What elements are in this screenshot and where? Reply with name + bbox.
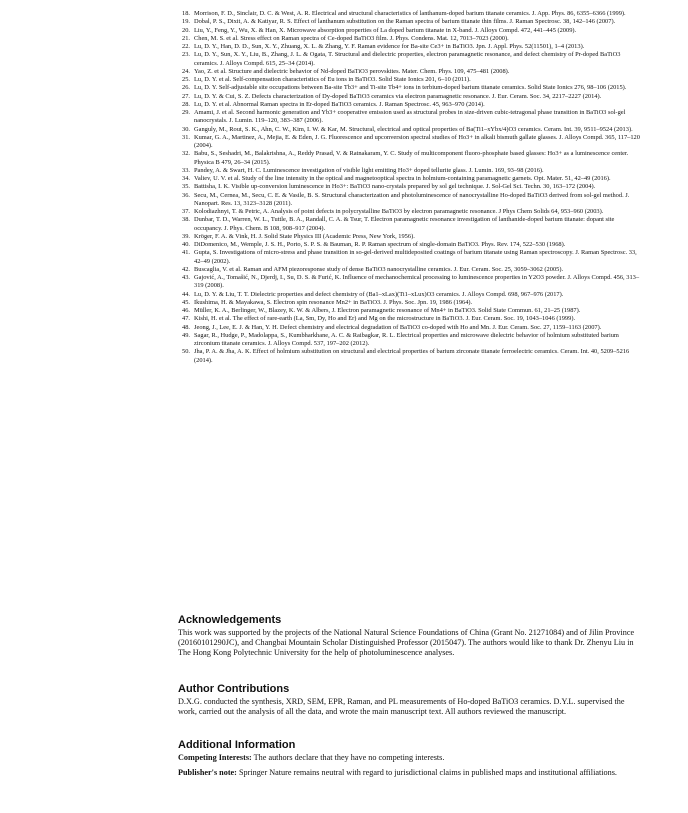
reference-item: [178, 183, 644, 191]
reference-item: [178, 35, 644, 43]
reference-text: Ikushima, H. & Mayakawa, S. Electron spin resonance Mn2+ in BaTiO3. J. Phys. Soc. Jpn. 19, 1986 (1964).: [194, 298, 473, 306]
reference-number: 42.: [182, 265, 190, 273]
reference-item: [178, 51, 644, 68]
reference-text: Gupta, S. Investigations of micro-stress and phase transition in so-gel-derived multideposited coatings of barium titanate using Raman spectroscopy. J. Raman Spectrosc. 33, 42–49 (2002).: [194, 249, 637, 265]
reference-text: Müller, K. A., Berlinger, W., Blazey, K. W. & Albers, J. Electron paramagnetic resonance of Mn4+ in BaTiO3. Solid State Commun. 61, 21–25 (1987).: [194, 307, 581, 314]
reference-item: [178, 266, 644, 274]
reference-text: Lu, D. Y. & Liu, T. T. Dielectric properties and defect chemistry of (Ba1–xLax)(Ti1–xLux)O3 ceramics. J. Alloys Compd. 698, 967–976 (2017).: [194, 290, 564, 298]
reference-text: Lu, D. Y., Han, D. D., Sun, X. Y., Zhuang, X. L. & Zhang, Y. F. Raman evidence for Ba-site Ce3+ in BaTiO3. Jpn. J. Appl. Phys. 52(11501), 1–4 (2013).: [194, 43, 585, 50]
reference-item: [178, 241, 644, 249]
reference-text: Gajović, A., Tomašić, N., Djerdj, I., Su, D. S. & Furić, K. Influence of mechanochemical processing to luminescence properties in Y2O3 powder. J. Alloys Compd. 456, 313–319 (2008).: [194, 274, 640, 290]
reference-number: 40.: [182, 241, 190, 248]
reference-number: 50.: [182, 348, 190, 356]
reference-text: Kolodiazhnyi, T. & Petric, A. Analysis of point defects in polycrystalline BaTiO3 by electron paramagnetic resonance. J Phys Chem Solids 64, 953–960 (2003).: [194, 208, 604, 215]
reference-number: 32.: [182, 150, 190, 158]
reference-item: [178, 93, 644, 101]
reference-text: Pandey, A. & Swart, H. C. Luminescence investigation of visible light emitting Ho3+ doped tellurite glass. J. Lumin. 169, 93–98 (2016).: [194, 166, 544, 174]
reference-number: 26.: [182, 84, 190, 92]
reference-number: 41.: [182, 249, 190, 257]
reference-text: Dobal, P. S., Dixit, A. & Katiyar, R. S. Effect of lanthanum substitution on the Raman spectra of barium titanate thin films. J. Raman Spectrosc. 38, 142–146 (2007).: [194, 18, 616, 26]
reference-number: 46.: [182, 307, 190, 314]
reference-item: [178, 84, 644, 92]
reference-text: Kumar, G. A., Martinez, A., Mejia, E. & Eden, J. G. Fluorescence and upconversion spectral studies of Ho3+ in alkali bismuth gallate glasses. J. Alloys Compd. 365, 117–120 (2004).: [194, 133, 640, 149]
reference-item: [178, 134, 644, 151]
reference-item: [178, 27, 644, 35]
reference-item: [178, 68, 644, 76]
reference-item: [178, 109, 644, 126]
reference-item: [178, 324, 644, 332]
reference-number: 39.: [182, 232, 190, 240]
reference-item: [178, 249, 644, 266]
reference-text: Jha, P. A. & Jha, A. K. Effect of holmium substitution on structural and electrical properties of barium zirconate titanate ferroelectric ceramics. Ceram. Int. 40, 5209–5216 (2014).: [194, 348, 630, 364]
reference-item: [178, 175, 644, 183]
reference-item: [178, 150, 644, 167]
reference-number: 28.: [182, 100, 190, 108]
reference-number: 22.: [182, 43, 190, 50]
reference-number: 35.: [182, 183, 190, 191]
competing-interests-text: The authors declare that they have no competing interests.: [253, 753, 445, 762]
acknowledgements-heading: Acknowledgements: [178, 614, 282, 626]
reference-number: 47.: [182, 315, 190, 323]
reference-number: 44.: [182, 290, 190, 298]
reference-number: 24.: [182, 67, 190, 75]
reference-number: 18.: [182, 10, 190, 17]
reference-number: 48.: [182, 323, 190, 331]
reference-text: Babu, S., Seshadri, M., Balakrishna, A., Reddy Prasad, V. & Ratnakaram, Y. C. Study of multicomponent fluoro-phosphate based glasses: Ho3+ as a luminescence center. Physica B 479, 26–34 (2015).: [194, 150, 629, 166]
reference-item: [178, 192, 644, 209]
reference-number: 33.: [182, 166, 190, 174]
reference-number: 30.: [182, 125, 190, 133]
reference-text: Lu, D. Y., Sun, X. Y., Liu, B., Zhang, J. L. & Ogata, T. Structural and dielectric properties, electron paramagnetic resonance, and defect chemistry of Pr-doped BaTiO3 ceramics. J. Alloys Compd. 615, 25–34 (2014).: [194, 51, 621, 67]
reference-item: [178, 167, 644, 175]
reference-number: 27.: [182, 92, 190, 100]
reference-item: [178, 18, 644, 26]
publishers-note-label: Publisher's note:: [178, 768, 237, 777]
reference-text: Valiev, U. V. et al. Study of the line intensity in the optical and magnetooptical spectra in holmium-containing paramagnetic garnets. Opt. Mater. 51, 42–49 (2016).: [194, 175, 611, 182]
reference-number: 31.: [182, 133, 190, 141]
reference-number: 19.: [182, 18, 190, 26]
reference-item: [178, 307, 644, 315]
reference-text: Buscaglia, V. et al. Raman and AFM piezoresponse study of dense BaTiO3 nanocrystalline ceramics. J. Eur. Ceram. Soc. 25, 3059–3062 (2005).: [194, 265, 564, 273]
reference-text: Liu, Y., Feng, Y., Wu, X. & Han, X. Microwave absorption properties of La doped barium titanate in X-band. J. Alloys Compd. 472, 441–445 (2009).: [194, 26, 577, 34]
reference-text: Secu, M., Cernea, M., Secu, C. E. & Vasile, B. S. Structural characterization and photoluminescence of nanocrystalline Ho-doped BaTiO3 derived from sol-gel method. J. Nanopart. Res. 13, 3123–3128 (2011).: [194, 191, 630, 207]
reference-text: Ganguly, M., Rout, S. K., Ahn, C. W., Kim, I. W. & Kar, M. Structural, electrical and optical properties of Ba(Ti1–xYbx/4)O3 ceramics. Ceram. Int. 39, 9511–9524 (2013).: [194, 125, 633, 133]
reference-item: [178, 332, 644, 349]
reference-item: [178, 299, 644, 307]
reference-number: 21.: [182, 34, 190, 42]
reference-text: Chen, M. S. et al. Stress effect on Raman spectra of Ce-doped BaTiO3 film. J. Phys. Condens. Mat. 12, 7013–7023 (2000).: [194, 34, 509, 42]
reference-number: 20.: [182, 26, 190, 34]
reference-text: Lu, D. Y. et al. Self-compensation characteristics of Eu ions in BaTiO3. Solid State Ionics 201, 6–10 (2011).: [194, 76, 471, 83]
reference-number: 23.: [182, 51, 190, 59]
reference-item: [178, 101, 644, 109]
author-contributions-heading: Author Contributions: [178, 683, 290, 695]
reference-number: 43.: [182, 274, 190, 281]
reference-number: 36.: [182, 191, 190, 199]
reference-item: [178, 43, 644, 51]
reference-text: Yao, Z. et al. Structure and dielectric behavior of Nd-doped BaTiO3 perovskites. Mater. Chem. Phys. 109, 475–481 (2008).: [194, 67, 510, 75]
reference-item: [178, 274, 644, 291]
reference-text: DiDomenico, M., Wemple, J. S. H., Porto, S. P. S. & Bauman, R. P. Raman spectrum of single-domain BaTiO3. Phys. Rev. 174, 522–530 (1968).: [194, 241, 566, 248]
reference-item: [178, 126, 644, 134]
additional-information-heading: Additional Information: [178, 739, 296, 751]
reference-number: 37.: [182, 208, 190, 215]
publishers-note-text: Springer Nature remains neutral with regard to jurisdictional claims in published maps and institutional affiliations.: [238, 768, 617, 777]
reference-text: Jeong, J., Lee, E. J. & Han, Y. H. Defect chemistry and electrical degradation of BaTiO3 co-doped with Ho and Mn. J. Eur. Ceram. Soc. 27, 1159–1163 (2007).: [194, 323, 602, 331]
reference-item: [178, 315, 644, 323]
reference-text: Dunbar, T. D., Warren, W. L., Tuttle, B. A., Randall, C. A. & Tsur, T. Electron paramagnetic resonance investigation of lanthanide-doped barium titanate: dopant site occupancy. J. Phys. Chem. B 108, 908–917 (2004).: [194, 216, 615, 232]
reference-text: Kröger, F. A. & Vink, H. J. Solid State Physics III (Academic Press, New York, 1956).: [194, 232, 415, 240]
reference-text: Sagar, R., Hudge, P., Madolappa, S., Kumbharkhane, A. C. & Raibagkar, R. L. Electrical properties and microwave dielectric behavior of holmium substituted barium zirconium titanate ceramics. J. Alloys Compd. 537, 197–202 (2012).: [194, 331, 619, 347]
reference-number: 38.: [182, 216, 190, 224]
reference-number: 45.: [182, 298, 190, 306]
reference-number: 25.: [182, 76, 190, 83]
reference-text: Lu, D. Y. et al. Abnormal Raman spectra in Er-doped BaTiO3 ceramics. J. Raman Spectrosc. 45, 963–970 (2014).: [194, 100, 485, 108]
reference-number: 34.: [182, 175, 190, 182]
reference-item: [178, 10, 644, 18]
reference-list: [178, 10, 644, 365]
reference-item: [178, 233, 644, 241]
reference-text: Battisha, I. K. Visible up-conversion luminescence in Ho3+: BaTiO3 nano-crystals prepared by sol gel technique. J. Sol-Gel Sci. Techn. 30, 163–172 (2004).: [194, 183, 596, 191]
reference-text: Morrison, F. D., Sinclair, D. C. & West, A. R. Electrical and structural characteristics of lanthanum-doped barium titanate ceramics. J. App. Phys. 86, 6355–6366 (1999).: [194, 10, 626, 17]
reference-number: 49.: [182, 331, 190, 339]
reference-item: [178, 216, 644, 233]
reference-item: [178, 76, 644, 84]
reference-item: [178, 291, 644, 299]
competing-interests-label: Competing Interests:: [178, 753, 252, 762]
competing-interests-statement: [178, 753, 644, 763]
reference-text: Amami, J. et al. Second harmonic generation and Yb3+ cooperative emission used as structural probes in size-driven cubic-tetragonal phase transition in BaTiO3 sol-gel nanocrystals. J. Lumin. 119–120, 383–387 (2006).: [194, 109, 626, 125]
acknowledgements-text: This work was supported by the projects of the National Natural Science Foundations of China (Grant No. 21271084) and of Jilin Province (20160101290JC), and Changbai Mountain Scholar Distinguished Professor (2015047). The authors would like to thank Dr. Zhenyu Liu in The Hong Kong Polytechnic University for the help of photoluminescence analyses.: [178, 628, 635, 658]
publishers-note-statement: [178, 768, 644, 778]
reference-text: Kishi, H. et al. The effect of rare-earth (La, Sm, Dy, Ho and Er) and Mg on the microstructure in BaTiO3. J. Eur. Ceram. Soc. 19, 1043–1046 (1999).: [194, 315, 576, 323]
reference-item: [178, 348, 644, 365]
reference-number: 29.: [182, 109, 190, 116]
reference-text: Lu, D. Y. & Cui, S. Z. Defects characterization of Dy-doped BaTiO3 ceramics via electron paramagnetic resonance. J. Eur. Ceram. Soc. 34, 2217–2227 (2014).: [194, 92, 602, 100]
author-contributions-text: D.X.G. conducted the synthesis, XRD, SEM, EPR, Raman, and PL measurements of Ho-doped BaTiO3 ceramics. D.Y.L. supervised the work, carried out the analysis of all the data, and wrote the main manuscript text. All authors reviewed the manuscript.: [178, 697, 625, 717]
reference-text: Lu, D. Y. Self-adjustable site occupations between Ba-site Tb3+ and Ti-site Tb4+ ions in terbium-doped barium titanate ceramics. Solid State Ionics 276, 98–106 (2015).: [194, 84, 627, 92]
reference-item: [178, 208, 644, 216]
